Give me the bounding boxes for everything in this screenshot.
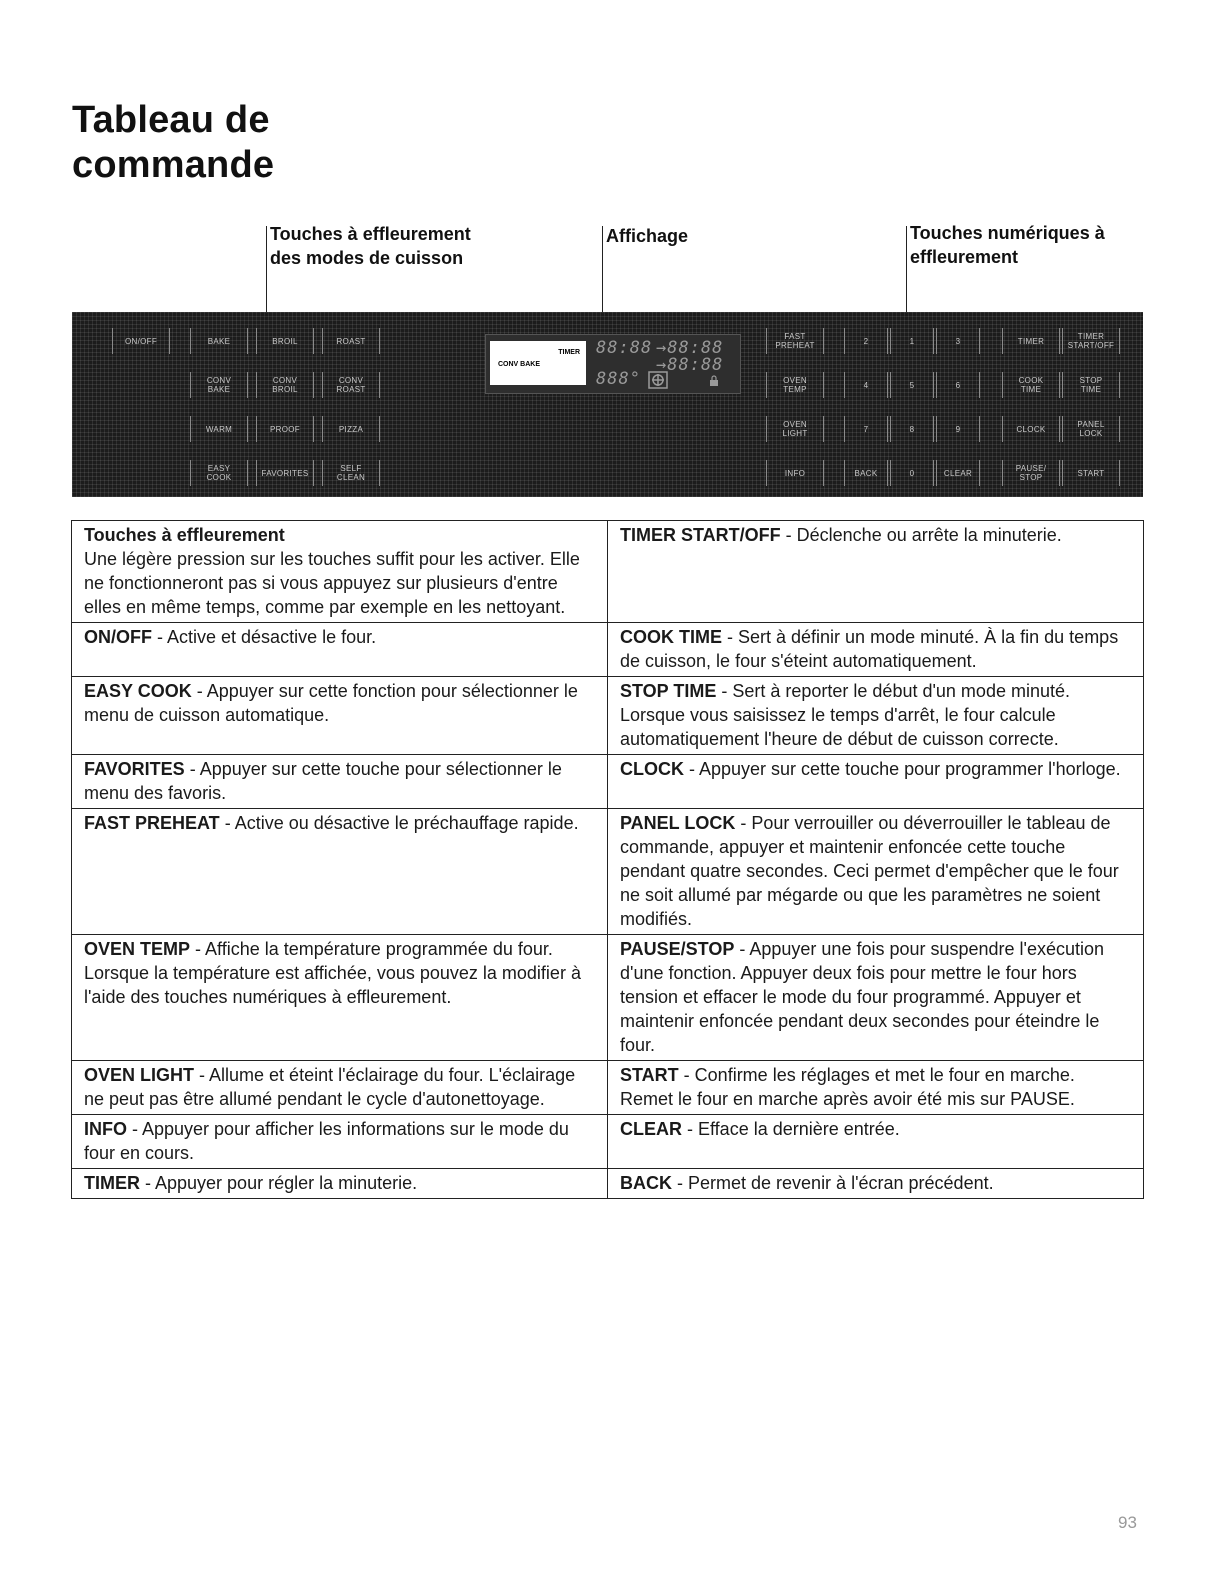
term-clear: CLEAR [620,1119,682,1139]
panel-key-timer: TIMER [1002,328,1060,354]
term-timer: TIMER [84,1173,140,1193]
panel-key-proof: PROOF [256,416,314,442]
panel-key-conv-bake: CONV BAKE [190,372,248,398]
term-back: BACK [620,1173,672,1193]
panel-key-conv-roast: CONV ROAST [322,372,380,398]
panel-key-2: 2 [844,328,888,354]
callout-mode-keys-line [266,226,267,326]
panel-key-stop-time: STOP TIME [1062,372,1120,398]
term-timer-start-off: TIMER START/OFF [620,525,781,545]
panel-key-easy-cook: EASY COOK [190,460,248,486]
table-cell [608,809,1144,935]
panel-key-timer-start-off: TIMER START/OFF [1062,328,1120,354]
panel-key-favorites: FAVORITES [256,460,314,486]
display-digits-clock: 88:88 [596,338,653,358]
table-cell [608,521,1144,623]
desc-oven-light: - Allume et éteint l'éclairage du four. L'éclairage ne peut pas être allumé pendant le cycle d'autonettoyage. [84,1065,576,1109]
panel-key-9: 9 [936,416,980,442]
table-cell [72,935,608,1061]
term-pause-stop: PAUSE/STOP [620,939,735,959]
table-cell [608,677,1144,755]
desc-clock: - Appuyer sur cette touche pour programmer l'horloge. [684,759,1121,779]
term-cook-time: COOK TIME [620,627,722,647]
panel-key-self-clean: SELF CLEAN [322,460,380,486]
table-cell [72,1061,608,1115]
table-row [72,809,1144,935]
table-cell [72,1169,608,1199]
panel-key-broil: BROIL [256,328,314,354]
panel-key-on-off: ON/OFF [112,328,170,354]
panel-key-panel-lock: PANEL LOCK [1062,416,1120,442]
panel-key-6: 6 [936,372,980,398]
desc-stop-time: - Sert à reporter le début d'un mode minuté. Lorsque vous saisissez le temps d'arrêt, le four calcule automatiquement l'heure de début de cuisson correcte. [620,681,1070,749]
desc-start: - Confirme les réglages et met le four en marche. Remet le four en marche après avoir été mis sur PAUSE. [620,1065,1075,1109]
callout-numeric-keys-line-2: effleurement [910,247,1019,267]
page-title [72,98,274,188]
callout-mode-keys-line-1: Touches à effleurement [270,224,471,244]
table-cell [608,1115,1144,1169]
panel-key-info: INFO [766,460,824,486]
callout-numeric-keys [910,221,1105,269]
desc-timer-start-off: - Déclenche ou arrête la minuterie. [780,525,1062,545]
term-favorites: FAVORITES [84,759,185,779]
table-row [72,1169,1144,1199]
desc-pause-stop: - Appuyer une fois pour suspendre l'exécution d'une fonction. Appuyer deux fois pour mettre le four hors tension et effacer le mode du four programmé. Appuyer et maintenir enfoncée pendant deux secondes pour éteindre le four. [620,939,1105,1055]
intro-text: Une légère pression sur les touches suffit pour les activer. Elle ne fonctionneront pas si vous appuyez sur plusieurs d'entre elles en même temps, comme par exemple en les nettoyant. [84,549,580,617]
panel-key-1: 1 [890,328,934,354]
callout-numeric-keys-line-1: Touches numériques à [910,223,1105,243]
desc-panel-lock: - Pour verrouiller ou déverrouiller le tableau de commande, appuyer et maintenir enfoncée cette touche pendant quatre secondes. Ceci permet d'empêcher que le four ne soit allumé par mégarde ou que les paramètres ne soient modifiés. [620,813,1119,929]
term-oven-temp: OVEN TEMP [84,939,191,959]
panel-key-8: 8 [890,416,934,442]
desc-on-off: - Active et désactive le four. [152,627,377,647]
panel-key-fast-preheat: FAST PREHEAT [766,328,824,354]
table-cell [608,623,1144,677]
title-line-1: Tableau de [72,99,270,141]
table-cell [608,755,1144,809]
oven-display [485,334,741,394]
panel-key-3: 3 [936,328,980,354]
term-oven-light: OVEN LIGHT [84,1065,195,1085]
desc-info: - Appuyer pour afficher les informations sur le mode du four en cours. [84,1119,569,1163]
table-cell [72,677,608,755]
intro-title: Touches à effleurement [84,525,285,545]
display-digits-stop: →88:88 [656,355,724,375]
callout-mode-keys [270,222,471,270]
panel-key-pause-stop: PAUSE/ STOP [1002,460,1060,486]
table-cell [608,935,1144,1061]
term-stop-time: STOP TIME [620,681,717,701]
panel-key-cook-time: COOK TIME [1002,372,1060,398]
title-line-2: commande [72,144,275,186]
panel-key-back: BACK [844,460,888,486]
table-cell [72,623,608,677]
panel-key-5: 5 [890,372,934,398]
term-fast-preheat: FAST PREHEAT [84,813,220,833]
desc-back: - Permet de revenir à l'écran précédent. [672,1173,994,1193]
term-on-off: ON/OFF [84,627,152,647]
table-row [72,1115,1144,1169]
desc-timer: - Appuyer pour régler la minuterie. [140,1173,418,1193]
panel-key-clock: CLOCK [1002,416,1060,442]
callout-display: Affichage [606,226,689,246]
table-row [72,1061,1144,1115]
desc-oven-temp: - Affiche la température programmée du four. Lorsque la température est affichée, vous pouvez la modifier à l'aide des touches numériques à effleurement. [84,939,581,1007]
desc-cook-time: - Sert à définir un mode minuté. À la fin du temps de cuisson, le four s'éteint automatiquement. [620,627,1119,671]
panel-key-bake: BAKE [190,328,248,354]
panel-key-oven-light: OVEN LIGHT [766,416,824,442]
panel-key-start: START [1062,460,1120,486]
lock-icon [708,375,720,387]
panel-key-oven-temp: OVEN TEMP [766,372,824,398]
table-row [72,521,1144,623]
display-digits-cook: →88:88 [656,338,724,358]
display-mode-label: CONV BAKE [498,361,541,368]
desc-fast-preheat: - Active ou désactive le préchauffage rapide. [219,813,579,833]
desc-easy-cook: - Appuyer sur cette fonction pour sélectionner le menu de cuisson automatique. [84,681,578,725]
table-cell [72,1115,608,1169]
display-timer-label: TIMER [558,349,580,356]
desc-favorites: - Appuyer sur cette touche pour sélectionner le menu des favoris. [84,759,562,803]
panel-key-pizza: PIZZA [322,416,380,442]
table-row [72,677,1144,755]
panel-key-roast: ROAST [322,328,380,354]
panel-key-warm: WARM [190,416,248,442]
term-easy-cook: EASY COOK [84,681,192,701]
display-digits-temp: 888° [596,369,641,389]
panel-key-clear: CLEAR [936,460,980,486]
panel-key-0: 0 [890,460,934,486]
table-row [72,755,1144,809]
term-clock: CLOCK [620,759,684,779]
desc-clear: - Efface la dernière entrée. [682,1119,900,1139]
term-info: INFO [84,1119,127,1139]
table-cell [72,755,608,809]
touch-keys-table [71,520,1144,1199]
table-cell [608,1169,1144,1199]
callout-mode-keys-line-2: des modes de cuisson [270,248,464,268]
panel-key-conv-broil: CONV BROIL [256,372,314,398]
table-cell [72,809,608,935]
page-number: 93 [1118,1513,1137,1532]
table-row [72,623,1144,677]
table-cell [72,521,608,623]
control-panel-image [72,312,1143,497]
callout-numeric-keys-line [906,226,907,326]
panel-key-4: 4 [844,372,888,398]
table-cell [608,1061,1144,1115]
panel-key-7: 7 [844,416,888,442]
table-row [72,935,1144,1061]
term-panel-lock: PANEL LOCK [620,813,736,833]
display-mode-area [490,341,586,385]
term-start: START [620,1065,679,1085]
convection-fan-icon [648,371,668,389]
